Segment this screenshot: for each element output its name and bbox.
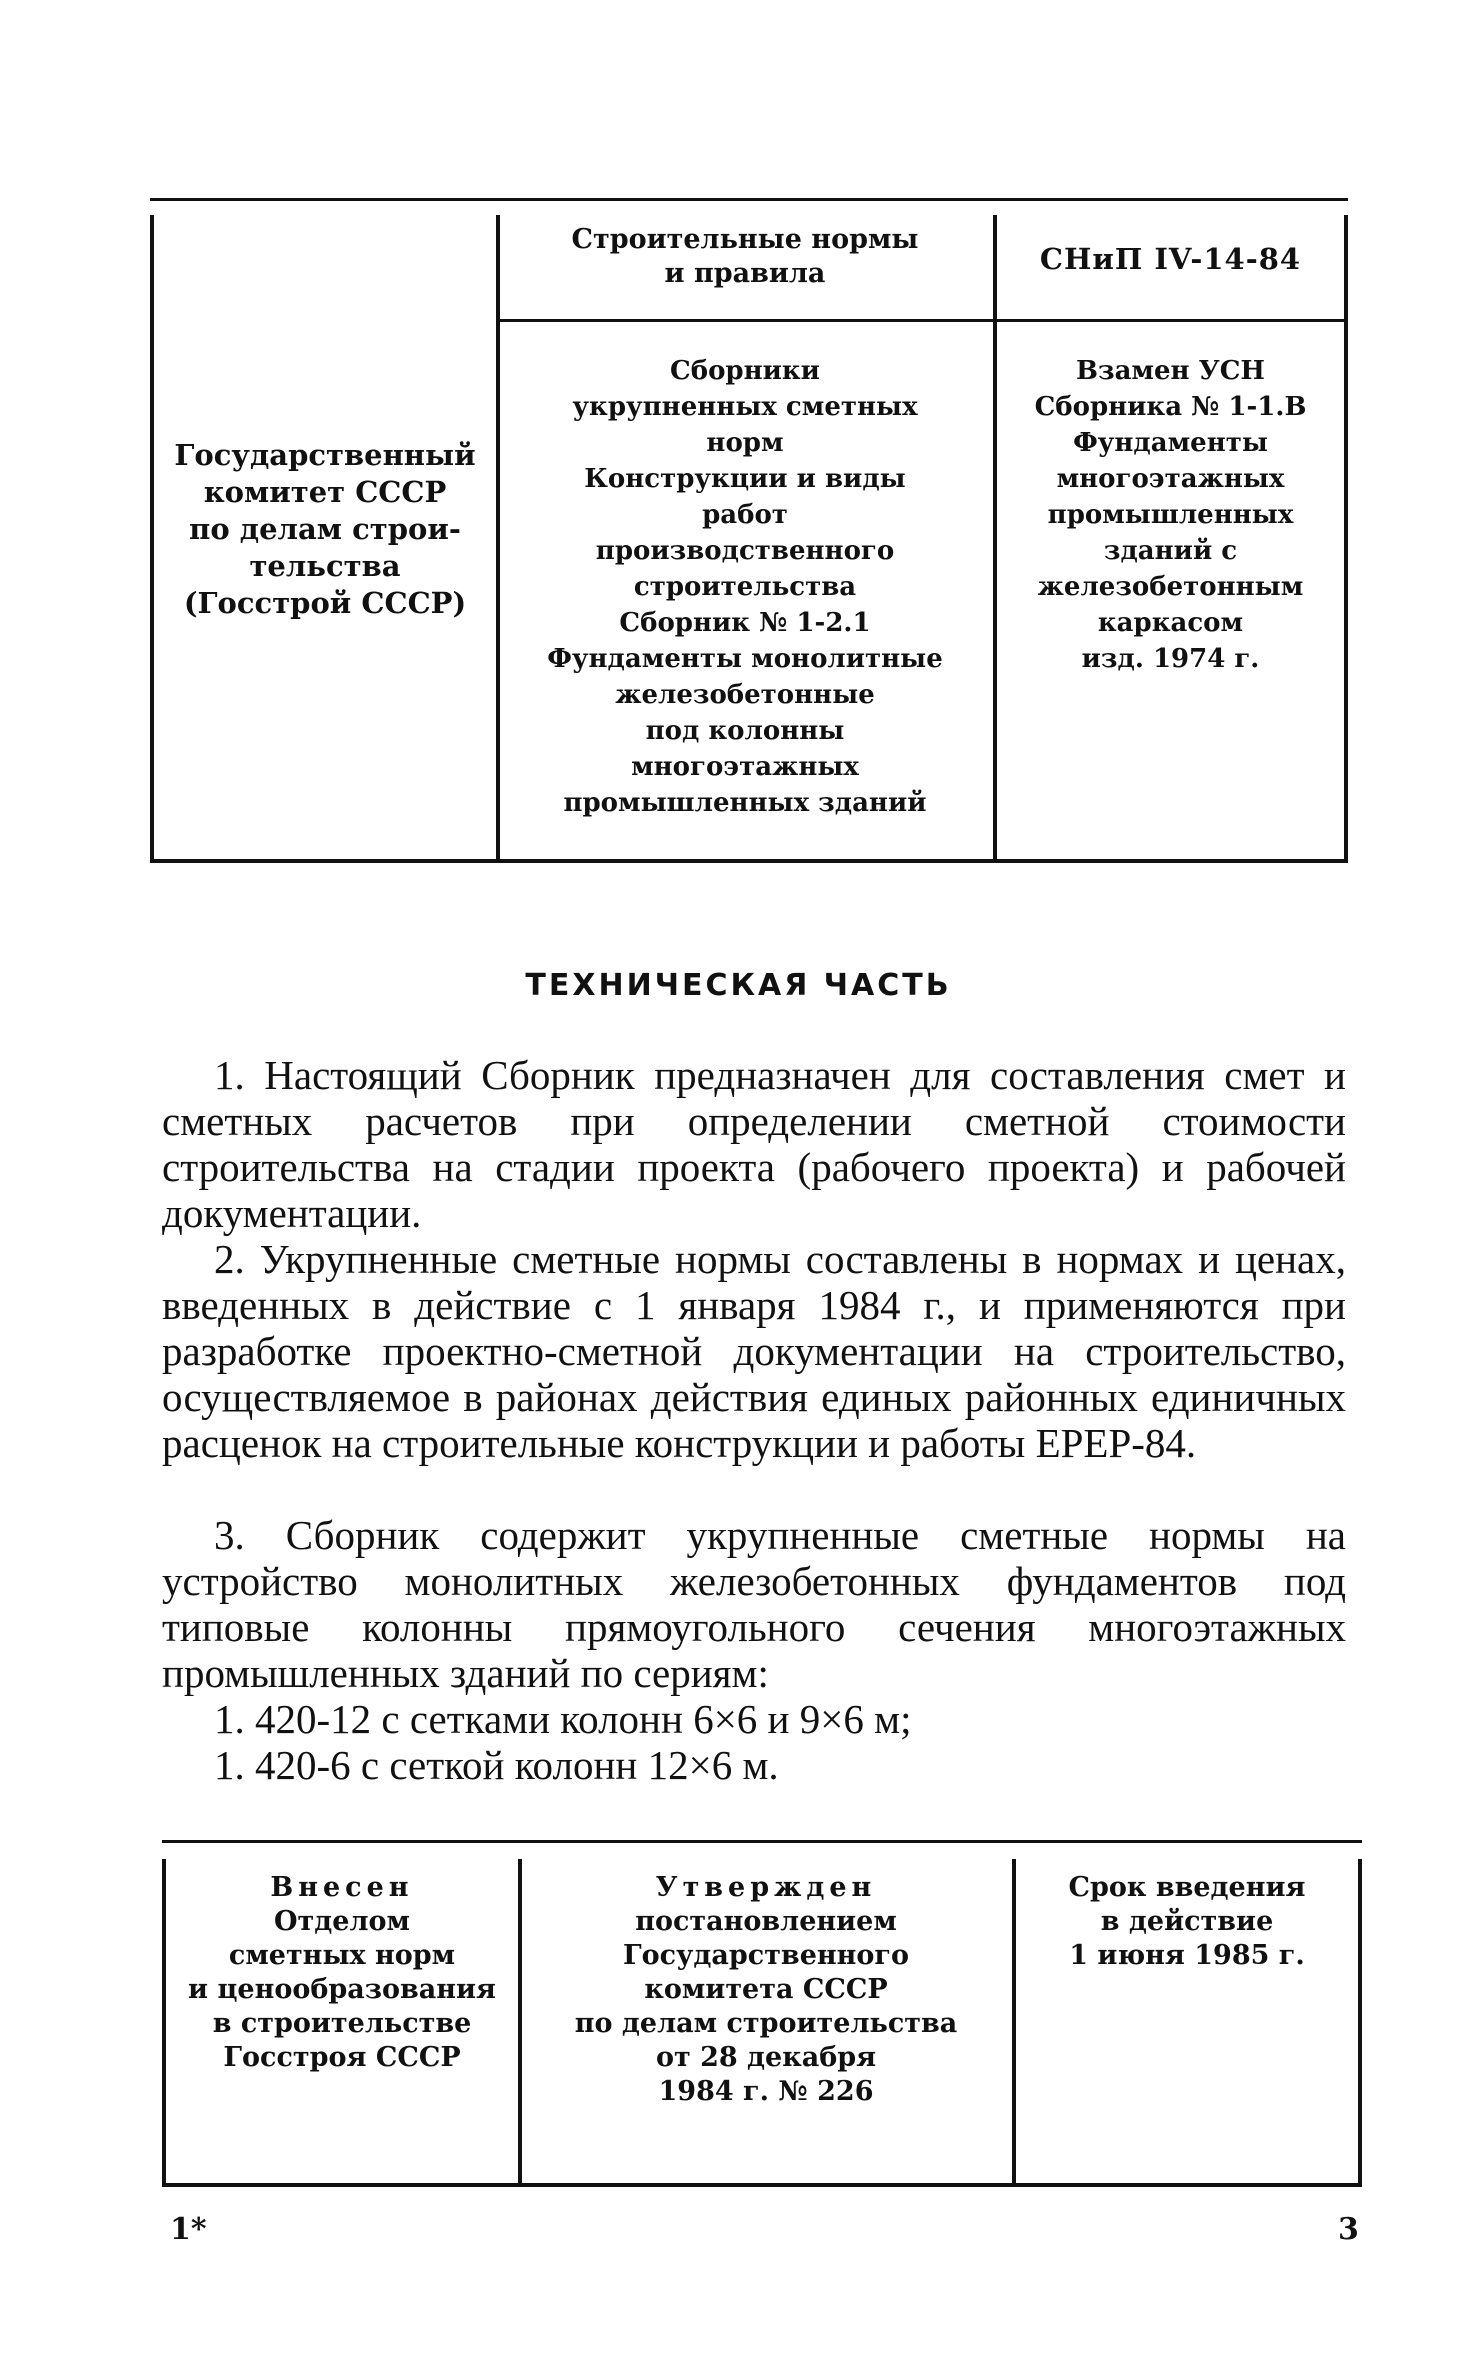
effective-date: Срок введения в действие 1 июня 1985 г. (1068, 1872, 1306, 1971)
page-number: 3 (1338, 2212, 1359, 2247)
collection-title: Сборники укрупненных сметных норм Конструкции и виды работ производственного строительства Сборник № 1-2.1 Фундаменты монолитные железобетонные под колонны многоэтажных промышленных зданий (547, 356, 943, 818)
approval-table (162, 1840, 1362, 2187)
header-table (150, 198, 1348, 863)
document-type: Строительные нормы и правила (571, 224, 919, 289)
section-title: ТЕХНИЧЕСКАЯ ЧАСТЬ (525, 968, 952, 1003)
paragraph-2: 2. Укрупненные сметные нормы составлены в нормах и ценах, введенных в действие с 1 января 1984 г., и применяются при разработке проектно-сметной документации на строительство, осуществляемое в районах действия единых районных единичных расценок на строительные конструкции и работы ЕРЕР-84. (162, 1236, 1346, 1466)
signature-mark: 1* (170, 2212, 207, 2247)
issuing-organization: Государственный комитет СССР по делам строи- тельства (Госстрой СССР) (174, 438, 476, 620)
submitted-by: Внесен Отделом сметных норм и ценообразования в строительстве Госстроя СССР (188, 1872, 496, 2073)
approved-by: Утвержден постановлением Государственного комитета СССР по делам строительства от 28 декабря 1984 г. № 226 (574, 1872, 958, 2107)
paragraph-3: 3. Сборник содержит укрупненные сметные нормы на устройство монолитных железобетонных фундаментов под типовые колонны прямоугольного сечения многоэтажных промышленных зданий по сериям: (162, 1512, 1346, 1696)
replaces-note: Взамен УСН Сборника № 1-1.В Фундаменты многоэтажных промышленных зданий с железобетонным каркасом изд. 1974 г. (1034, 356, 1307, 674)
series-item-2: 1. 420-6 с сеткой колонн 12×6 м. (214, 1742, 779, 1788)
document-code: СНиП IV-14-84 (1039, 242, 1302, 276)
series-item-1: 1. 420-12 с сетками колонн 6×6 и 9×6 м; (214, 1696, 912, 1742)
paragraph-1: 1. Настоящий Сборник предназначен для составления смет и сметных расчетов при определении сметной стоимости строительства на стадии проекта (рабочего проекта) и рабочей документации. (162, 1052, 1346, 1236)
